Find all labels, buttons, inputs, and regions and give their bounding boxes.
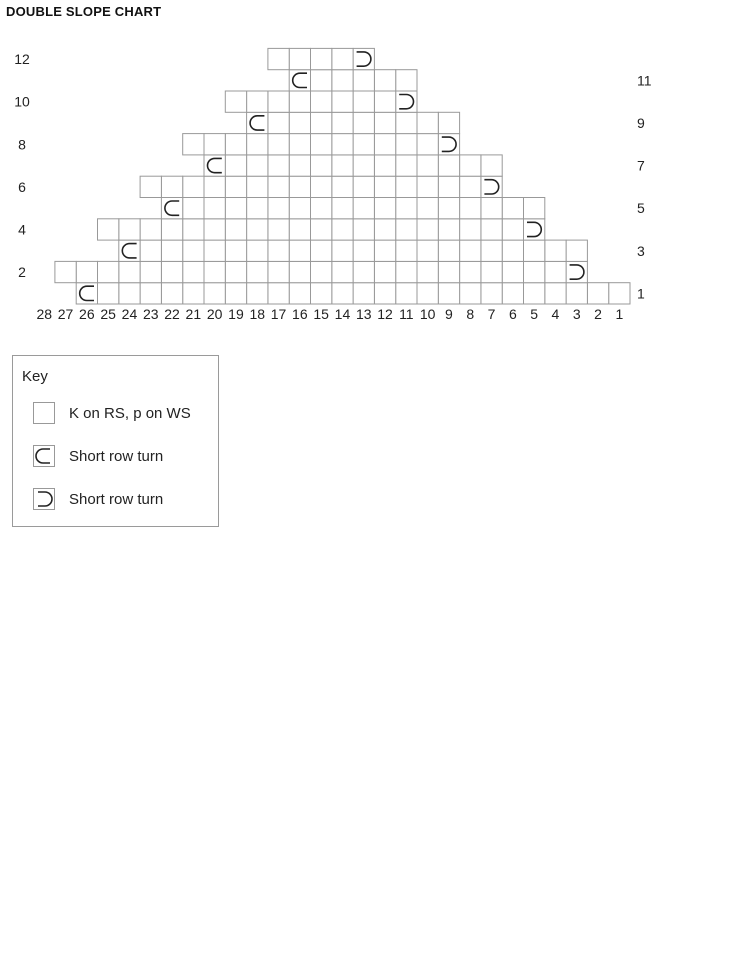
column-label: 26 xyxy=(79,306,95,322)
stitch-cell xyxy=(268,112,289,133)
row-label-right: 1 xyxy=(637,285,645,302)
column-label: 17 xyxy=(270,306,287,322)
stitch-cell xyxy=(353,176,374,197)
stitch-cell xyxy=(417,240,438,261)
stitch-cell xyxy=(396,134,417,155)
stitch-cell xyxy=(460,219,481,240)
stitch-cell xyxy=(396,70,417,91)
column-label: 13 xyxy=(355,306,372,322)
stitch-cell xyxy=(332,112,353,133)
column-label: 9 xyxy=(445,306,453,322)
stitch-cell xyxy=(140,240,161,261)
stitch-cell xyxy=(247,134,268,155)
stitch-cell xyxy=(396,198,417,219)
stitch-cell xyxy=(353,70,374,91)
stitch-cell xyxy=(353,240,374,261)
key-label-knit: K on RS, p on WS xyxy=(69,405,191,422)
stitch-cell xyxy=(311,48,332,69)
stitch-cell xyxy=(119,261,140,282)
stitch-cell xyxy=(353,219,374,240)
row-label-right: 3 xyxy=(637,242,645,259)
stitch-cell xyxy=(247,261,268,282)
stitch-cell xyxy=(225,134,246,155)
stitch-cell xyxy=(204,261,225,282)
key-label-right-turn: Short row turn xyxy=(69,491,164,508)
stitch-cell xyxy=(268,283,289,304)
column-label: 15 xyxy=(313,306,329,322)
stitch-cell xyxy=(311,155,332,176)
stitch-cell xyxy=(460,176,481,197)
stitch-cell xyxy=(353,198,374,219)
stitch-cell xyxy=(417,155,438,176)
stitch-cell xyxy=(204,198,225,219)
stitch-cell xyxy=(183,176,204,197)
stitch-chart xyxy=(0,0,750,340)
stitch-cell xyxy=(98,261,119,282)
stitch-cell xyxy=(289,91,310,112)
stitch-cell xyxy=(396,283,417,304)
row-label-left: 2 xyxy=(18,264,26,281)
stitch-cell xyxy=(140,283,161,304)
stitch-cell xyxy=(311,198,332,219)
stitch-cell xyxy=(140,176,161,197)
stitch-cell xyxy=(332,134,353,155)
stitch-cell xyxy=(524,198,545,219)
stitch-cell xyxy=(289,134,310,155)
left-turn-icon xyxy=(33,445,57,469)
stitch-cell xyxy=(247,219,268,240)
stitch-cell xyxy=(417,198,438,219)
column-label: 6 xyxy=(508,306,517,322)
stitch-cell xyxy=(225,219,246,240)
stitch-cell xyxy=(311,261,332,282)
stitch-cell xyxy=(417,219,438,240)
stitch-cell xyxy=(417,112,438,133)
row-label-left: 12 xyxy=(14,51,30,68)
key-item-right-turn xyxy=(33,488,213,510)
column-label: 16 xyxy=(292,306,308,322)
stitch-cell xyxy=(311,70,332,91)
column-label: 14 xyxy=(334,306,351,322)
stitch-cell xyxy=(481,240,502,261)
stitch-cell xyxy=(268,48,289,69)
stitch-cell xyxy=(225,91,246,112)
stitch-cell xyxy=(225,198,246,219)
stitch-cell xyxy=(55,261,76,282)
column-label: 5 xyxy=(530,306,539,322)
row-label-right: 9 xyxy=(637,114,645,131)
stitch-cell xyxy=(417,176,438,197)
stitch-cell xyxy=(396,112,417,133)
stitch-cell xyxy=(438,283,459,304)
stitch-cell xyxy=(353,112,374,133)
stitch-cell xyxy=(225,155,246,176)
column-label: 27 xyxy=(57,306,74,322)
stitch-cell xyxy=(289,283,310,304)
stitch-cell xyxy=(268,240,289,261)
stitch-cell xyxy=(417,134,438,155)
stitch-cell xyxy=(374,261,395,282)
stitch-cell xyxy=(268,261,289,282)
stitch-cell xyxy=(247,283,268,304)
stitch-cell xyxy=(417,283,438,304)
column-label: 19 xyxy=(228,306,244,322)
stitch-cell xyxy=(438,198,459,219)
row-label-left: 4 xyxy=(18,221,26,238)
stitch-cell xyxy=(332,70,353,91)
stitch-cell xyxy=(353,261,374,282)
row-label-left: 6 xyxy=(18,178,26,195)
stitch-cell xyxy=(545,283,566,304)
stitch-cell xyxy=(183,134,204,155)
stitch-cell xyxy=(481,283,502,304)
stitch-cell xyxy=(502,240,523,261)
stitch-cell xyxy=(374,91,395,112)
stitch-cell xyxy=(289,155,310,176)
stitch-cell xyxy=(161,261,182,282)
stitch-cell xyxy=(183,283,204,304)
stitch-cell xyxy=(204,134,225,155)
column-label: 20 xyxy=(206,306,223,322)
stitch-cell xyxy=(268,219,289,240)
stitch-cell xyxy=(481,261,502,282)
stitch-cell xyxy=(374,176,395,197)
stitch-cell xyxy=(311,91,332,112)
stitch-cell xyxy=(289,261,310,282)
column-label: 8 xyxy=(466,306,475,322)
stitch-cell xyxy=(311,219,332,240)
stitch-cell xyxy=(566,283,587,304)
stitch-cell xyxy=(374,155,395,176)
stitch-cell xyxy=(204,240,225,261)
stitch-cell xyxy=(374,198,395,219)
stitch-cell xyxy=(161,240,182,261)
stitch-cell xyxy=(268,134,289,155)
stitch-cell xyxy=(438,112,459,133)
stitch-cell xyxy=(438,176,459,197)
stitch-cell xyxy=(481,219,502,240)
stitch-cell xyxy=(161,283,182,304)
stitch-cell xyxy=(225,261,246,282)
column-label: 28 xyxy=(36,306,53,322)
stitch-cell xyxy=(396,219,417,240)
stitch-cell xyxy=(374,240,395,261)
row-label-right: 11 xyxy=(637,72,652,89)
column-label: 11 xyxy=(399,306,414,322)
stitch-cell xyxy=(161,176,182,197)
stitch-cell xyxy=(460,240,481,261)
stitch-cell xyxy=(396,240,417,261)
stitch-cell xyxy=(311,283,332,304)
column-label: 1 xyxy=(615,306,624,322)
stitch-cell xyxy=(98,283,119,304)
stitch-cell xyxy=(374,283,395,304)
stitch-cell xyxy=(247,155,268,176)
stitch-cell xyxy=(140,219,161,240)
column-label: 24 xyxy=(121,306,138,322)
key-item-left-turn xyxy=(33,445,213,467)
empty-square-icon xyxy=(33,402,57,426)
stitch-cell xyxy=(183,261,204,282)
column-label: 3 xyxy=(572,306,581,322)
stitch-cell xyxy=(502,219,523,240)
row-label-right: 5 xyxy=(637,200,645,217)
column-label: 7 xyxy=(487,306,496,322)
stitch-cell xyxy=(396,176,417,197)
row-label-left: 8 xyxy=(18,136,26,153)
stitch-cell xyxy=(332,261,353,282)
stitch-cell xyxy=(524,240,545,261)
stitch-cell xyxy=(183,240,204,261)
stitch-cell xyxy=(460,155,481,176)
stitch-cell xyxy=(225,240,246,261)
stitch-cell xyxy=(417,261,438,282)
right-turn-icon xyxy=(33,488,57,512)
stitch-cell xyxy=(311,134,332,155)
stitch-cell xyxy=(374,112,395,133)
stitch-cell xyxy=(524,261,545,282)
column-label: 18 xyxy=(249,306,266,322)
column-label: 23 xyxy=(142,306,159,322)
stitch-cell xyxy=(183,198,204,219)
stitch-cell xyxy=(247,240,268,261)
stitch-cell xyxy=(374,134,395,155)
stitch-cell xyxy=(438,155,459,176)
stitch-cell xyxy=(353,155,374,176)
stitch-cell xyxy=(502,198,523,219)
stitch-cell xyxy=(374,70,395,91)
stitch-cell xyxy=(161,219,182,240)
stitch-cell xyxy=(502,283,523,304)
column-label: 4 xyxy=(551,306,560,322)
stitch-cell xyxy=(396,155,417,176)
stitch-cell xyxy=(289,198,310,219)
stitch-cell xyxy=(268,198,289,219)
stitch-cell xyxy=(289,219,310,240)
stitch-cell xyxy=(481,155,502,176)
stitch-cell xyxy=(460,283,481,304)
stitch-cell xyxy=(183,219,204,240)
stitch-cell xyxy=(524,283,545,304)
stitch-cell xyxy=(332,91,353,112)
key-title: Key xyxy=(22,368,48,385)
stitch-cell xyxy=(204,283,225,304)
column-label: 12 xyxy=(377,306,393,322)
stitch-cell xyxy=(204,176,225,197)
stitch-cell xyxy=(247,176,268,197)
column-label: 22 xyxy=(164,306,180,322)
stitch-cell xyxy=(332,240,353,261)
stitch-cell xyxy=(545,240,566,261)
stitch-cell xyxy=(119,283,140,304)
stitch-cell xyxy=(225,283,246,304)
stitch-cell xyxy=(289,240,310,261)
stitch-cell xyxy=(353,283,374,304)
column-label: 2 xyxy=(594,306,602,322)
stitch-cell xyxy=(353,134,374,155)
stitch-cell xyxy=(247,198,268,219)
stitch-cell xyxy=(76,261,97,282)
stitch-cell xyxy=(438,219,459,240)
stitch-cell xyxy=(332,48,353,69)
stitch-cell xyxy=(289,112,310,133)
column-label: 21 xyxy=(185,306,202,322)
chart-title: DOUBLE SLOPE CHART xyxy=(6,4,162,19)
stitch-cell xyxy=(98,219,119,240)
stitch-cell xyxy=(566,240,587,261)
stitch-cell xyxy=(545,261,566,282)
stitch-cell xyxy=(289,176,310,197)
stitch-cell xyxy=(225,176,246,197)
stitch-cell xyxy=(460,198,481,219)
stitch-cell xyxy=(353,91,374,112)
stitch-cell xyxy=(268,91,289,112)
stitch-cell xyxy=(587,283,608,304)
stitch-cell xyxy=(481,198,502,219)
stitch-cell xyxy=(332,176,353,197)
stitch-cell xyxy=(332,198,353,219)
stitch-cell xyxy=(204,219,225,240)
stitch-cell xyxy=(438,240,459,261)
row-label-right: 7 xyxy=(637,157,645,174)
stitch-cell xyxy=(332,219,353,240)
key-label-left-turn: Short row turn xyxy=(69,448,164,465)
row-label-left: 10 xyxy=(14,93,30,110)
stitch-cell xyxy=(268,176,289,197)
stitch-cell xyxy=(374,219,395,240)
stitch-cell xyxy=(140,261,161,282)
stitch-cell xyxy=(311,176,332,197)
key-item-knit xyxy=(33,402,213,424)
stitch-cell xyxy=(119,219,140,240)
stitch-cell xyxy=(609,283,630,304)
stitch-cell xyxy=(332,155,353,176)
stitch-cell xyxy=(311,240,332,261)
stitch-cell xyxy=(289,48,310,69)
stitch-cell xyxy=(311,112,332,133)
stitch-cell xyxy=(268,155,289,176)
stitch-cell xyxy=(502,261,523,282)
stitch-cell xyxy=(396,261,417,282)
column-label: 25 xyxy=(100,306,116,322)
stitch-cell xyxy=(438,261,459,282)
stitch-cell xyxy=(247,91,268,112)
column-label: 10 xyxy=(419,306,436,322)
stitch-cell xyxy=(460,261,481,282)
stitch-cell xyxy=(332,283,353,304)
